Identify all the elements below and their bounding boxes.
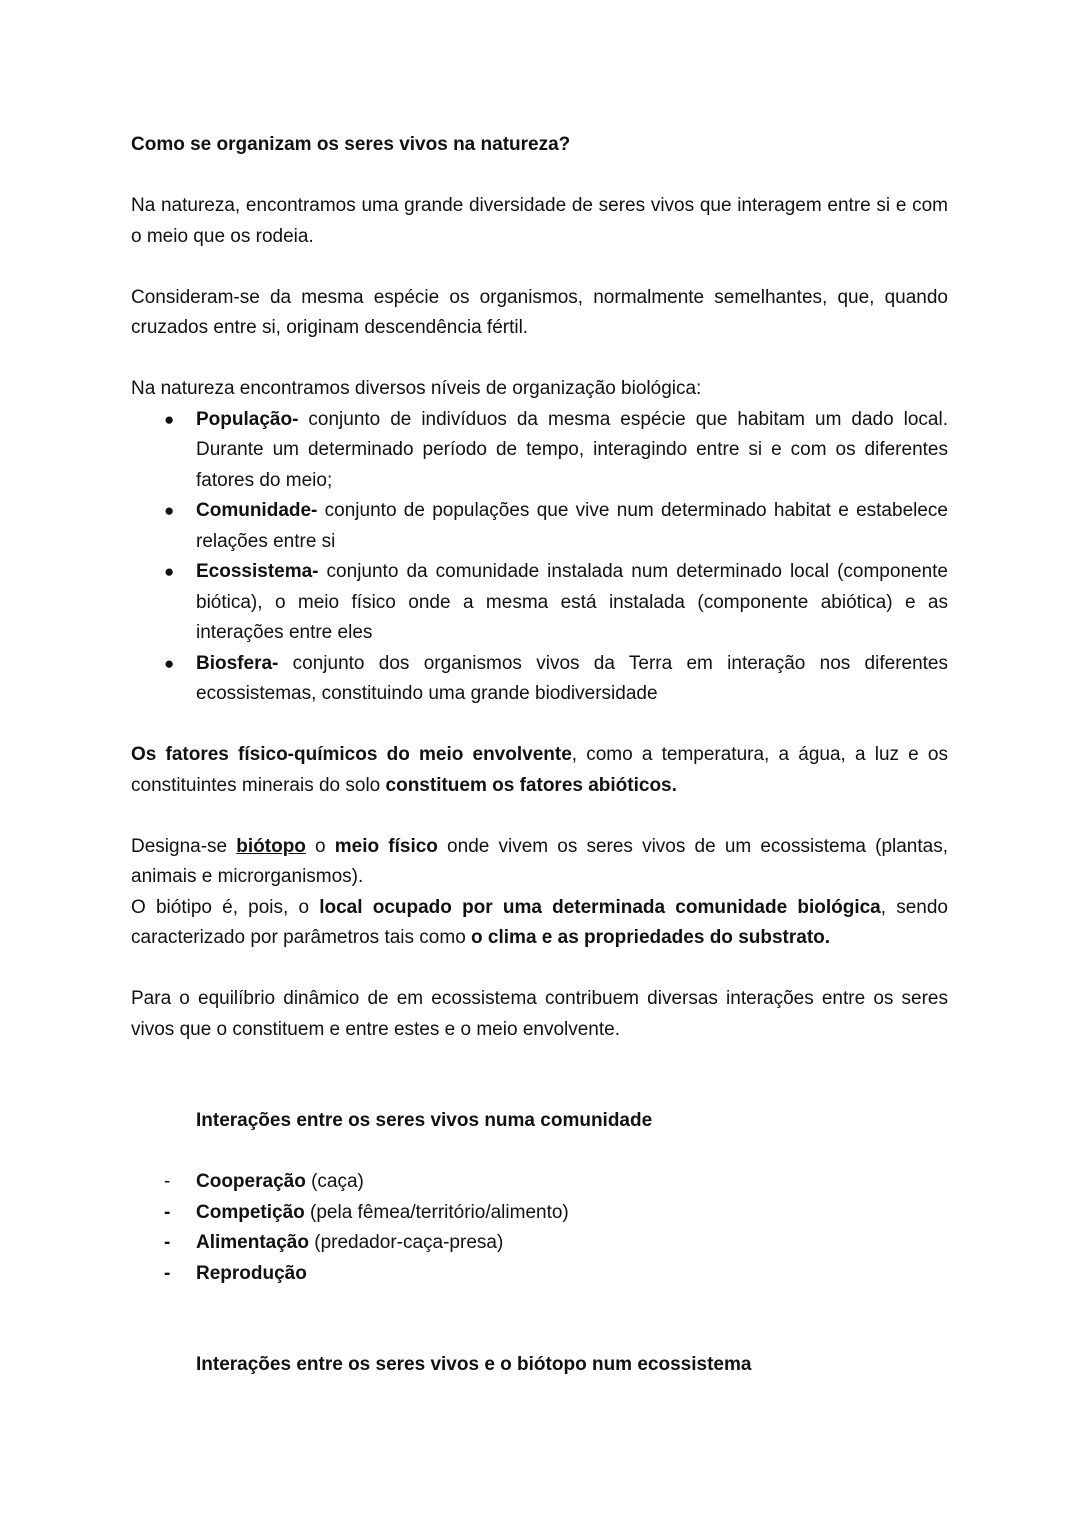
- bullet-icon: ●: [164, 562, 175, 581]
- heading-biotope-interactions: Interações entre os seres vivos e o biótopo num ecossistema: [196, 1354, 752, 1375]
- list-item: [131, 649, 948, 710]
- page-title: Como se organizam os seres vivos na natureza?: [131, 134, 571, 155]
- abiotic-bold-1: Os fatores físico-químicos do meio envolvente: [131, 744, 572, 765]
- interactions-list: [131, 1167, 948, 1289]
- list-item: [131, 557, 948, 649]
- interaction-term: Competição: [196, 1201, 305, 1223]
- intro-paragraph: Na natureza, encontramos uma grande diversidade de seres vivos que interagem entre si e com o meio que os rodeia.: [131, 195, 948, 247]
- interaction-term: Alimentação: [196, 1232, 309, 1253]
- list-item: [131, 1198, 948, 1229]
- dash-icon: -: [164, 1262, 171, 1284]
- list-item: [131, 1228, 948, 1259]
- biotope-text-3: onde vivem os seres vivos de um ecossistema (plantas, animais e microrganismos).: [131, 835, 948, 887]
- biotipo-bold-1: local ocupado por uma determinada comunidade biológica: [319, 896, 881, 918]
- interaction-term: Reprodução: [196, 1262, 307, 1284]
- term-description: conjunto dos organismos vivos da Terra em interação nos diferentes ecossistemas, constituindo uma grande biodiversidade: [196, 652, 948, 704]
- equilibrium-paragraph: Para o equilíbrio dinâmico de em ecossistema contribuem diversas interações entre os seres vivos que o constituem e entre estes e o meio envolvente.: [131, 988, 948, 1040]
- biotipo-paragraph: [131, 893, 948, 954]
- levels-intro: Na natureza encontramos diversos níveis de organização biológica:: [131, 378, 702, 399]
- term-label: Ecossistema-: [196, 561, 319, 582]
- list-item: [131, 405, 948, 497]
- bullet-icon: ●: [164, 501, 175, 520]
- term-label: População-: [196, 408, 299, 430]
- biotipo-text-1: O biótipo é, pois, o: [131, 896, 320, 918]
- interaction-detail: (caça): [305, 1171, 364, 1192]
- dash-icon: -: [164, 1201, 171, 1223]
- biotope-paragraph: [131, 832, 948, 893]
- abiotic-bold-2: constituem os fatores abióticos.: [385, 774, 677, 796]
- abiotic-text: , como a temperatura, a água, a luz e os constituintes minerais do solo: [131, 744, 948, 796]
- biotipo-text-2: , sendo caracterizado por parâmetros tais como: [131, 896, 948, 948]
- biotipo-bold-2: o clima e as propriedades do substrato.: [471, 927, 831, 948]
- term-description: conjunto da comunidade instalada num determinado local (componente biótica), o meio físico onde a mesma está instalada (componente abiótica) e as interações entre eles: [196, 561, 948, 643]
- term-label: Biosfera-: [196, 652, 279, 674]
- list-item: [131, 1167, 948, 1198]
- biotope-text-1: Designa-se: [131, 835, 237, 857]
- levels-list: [131, 405, 948, 710]
- dash-icon: -: [164, 1171, 171, 1192]
- biotope-text-2: o: [305, 835, 335, 857]
- list-item: [131, 1259, 948, 1290]
- dash-icon: -: [164, 1232, 171, 1253]
- biotope-bold: meio físico: [334, 835, 438, 857]
- biotope-term: biótopo: [236, 835, 306, 857]
- heading-community-interactions: Interações entre os seres vivos numa comunidade: [196, 1110, 653, 1131]
- species-paragraph: Consideram-se da mesma espécie os organismos, normalmente semelhantes, que, quando cruzados entre si, originam descendência fértil.: [131, 286, 948, 338]
- term-description: conjunto de indivíduos da mesma espécie que habitam um dado local. Durante um determinado período de tempo, interagindo entre si e com os diferentes fatores do meio;: [196, 408, 948, 491]
- abiotic-paragraph: [131, 740, 948, 801]
- bullet-icon: ●: [164, 653, 175, 673]
- interaction-detail: (pela fêmea/território/alimento): [304, 1201, 569, 1223]
- interaction-term: Cooperação: [196, 1171, 306, 1192]
- list-item: [131, 496, 948, 557]
- term-description: conjunto de populações que vive num determinado habitat e estabelece relações entre si: [196, 500, 948, 552]
- term-label: Comunidade-: [196, 500, 318, 521]
- bullet-icon: ●: [164, 409, 175, 429]
- interaction-detail: (predador-caça-presa): [308, 1232, 504, 1253]
